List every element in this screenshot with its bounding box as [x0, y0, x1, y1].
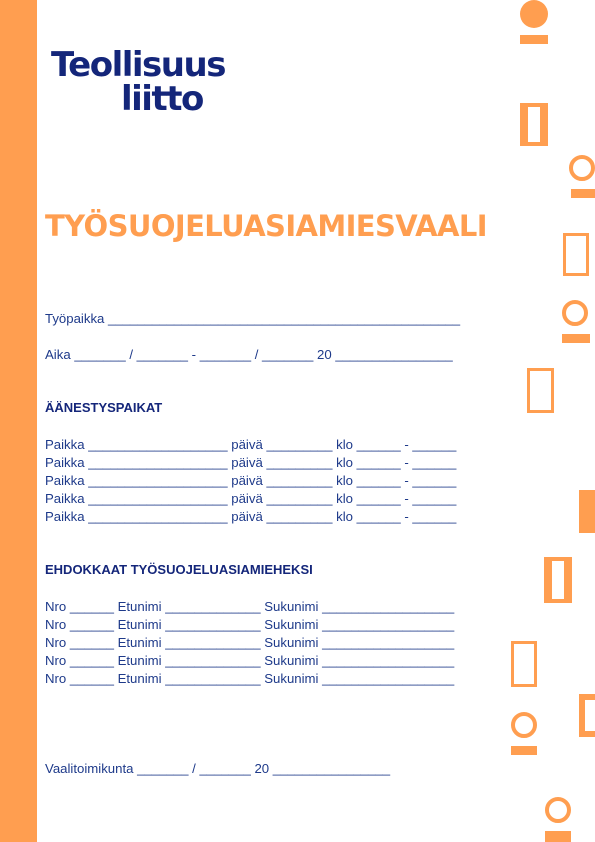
decor-bar	[545, 831, 571, 842]
decor-rect	[563, 233, 589, 276]
decor-ring	[545, 797, 571, 823]
decor-rect	[511, 641, 537, 687]
decor-circle	[520, 0, 548, 28]
workplace-field: Työpaikka ________________________________________________	[45, 311, 461, 326]
decor-bar	[511, 746, 537, 755]
logo-line-1: Teollisuus	[51, 45, 225, 85]
candidate-row: Nro ______ Etunimi _____________ Sukunimi __________________	[45, 671, 455, 686]
decor-rect	[527, 368, 554, 413]
candidate-row: Nro ______ Etunimi _____________ Sukunimi __________________	[45, 617, 455, 632]
logo-line-2: liitto	[121, 79, 203, 119]
page-title: TYÖSUOJELUASIAMIESVAALI	[45, 209, 487, 243]
decor-bar	[562, 334, 590, 343]
decor-ring	[562, 300, 588, 326]
election-committee-field: Vaalitoimikunta _______ / _______ 20 ________________	[45, 761, 391, 776]
voting-places-heading: ÄÄNESTYSPAIKAT	[45, 400, 163, 415]
decor-ring	[569, 155, 595, 181]
voting-place-row: Paikka ___________________ päivä _________ klo ______ - ______	[45, 509, 457, 524]
candidate-row: Nro ______ Etunimi _____________ Sukunimi __________________	[45, 599, 455, 614]
candidates-heading: EHDOKKAAT TYÖSUOJELUASIAMIEHEKSI	[45, 562, 313, 577]
decor-rect	[544, 557, 572, 603]
decor-bar	[579, 490, 595, 533]
decor-bar	[520, 35, 548, 44]
voting-place-row: Paikka ___________________ päivä _________ klo ______ - ______	[45, 473, 457, 488]
decor-ring	[511, 712, 537, 738]
voting-place-row: Paikka ___________________ päivä _________ klo ______ - ______	[45, 491, 457, 506]
decor-bar	[571, 189, 595, 198]
decor-rect	[579, 694, 595, 737]
left-accent-bar	[0, 0, 37, 842]
candidate-row: Nro ______ Etunimi _____________ Sukunimi __________________	[45, 635, 455, 650]
time-field: Aika _______ / _______ - _______ / _______ 20 ________________	[45, 347, 453, 362]
voting-place-row: Paikka ___________________ päivä _________ klo ______ - ______	[45, 437, 457, 452]
candidate-row: Nro ______ Etunimi _____________ Sukunimi __________________	[45, 653, 455, 668]
voting-place-row: Paikka ___________________ päivä _________ klo ______ - ______	[45, 455, 457, 470]
teollisuusliitto-logo	[51, 45, 225, 119]
decor-rect	[520, 103, 548, 146]
